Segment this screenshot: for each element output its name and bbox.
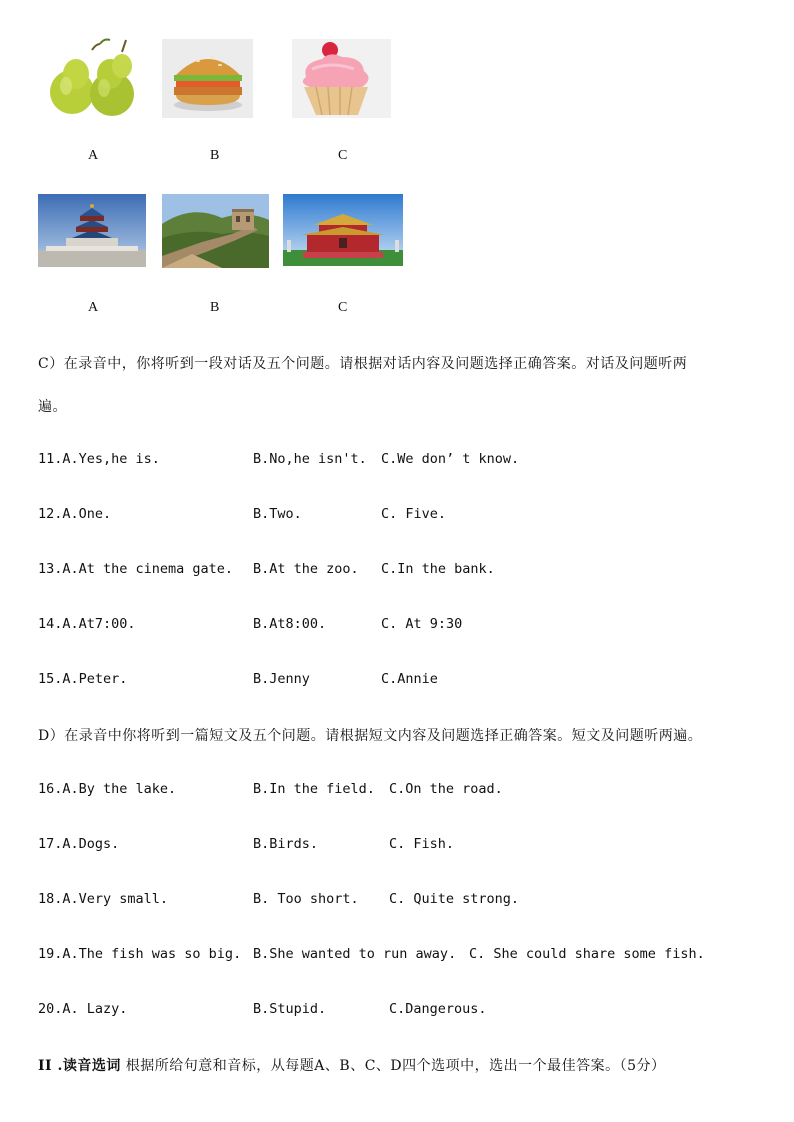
question-option-a: 14.A.At7:00. xyxy=(38,616,136,632)
question-option-a: 11.A.Yes,he is. xyxy=(38,451,160,467)
question-option-a: 16.A.By the lake. xyxy=(38,781,177,797)
question-option-b: B.Birds. xyxy=(253,836,319,852)
question-option-b: B.Stupid. xyxy=(253,1001,327,1017)
question-option-c: C. Quite strong. xyxy=(389,891,520,907)
section-c-instruction-line1: C）在录音中，你将听到一段对话及五个问题。请根据对话内容及问题选择正确答案。对话及问题听两 xyxy=(38,356,688,372)
image-label-c: C xyxy=(338,300,348,315)
question-option-c: C. At 9:30 xyxy=(381,616,463,632)
image-label-b: B xyxy=(210,300,220,315)
image-label-b: B xyxy=(210,148,220,163)
question-option-a: 15.A.Peter. xyxy=(38,671,128,687)
question-option-c: C. Fish. xyxy=(389,836,455,852)
question-option-a: 17.A.Dogs. xyxy=(38,836,120,852)
section-c-instruction-line2: 遍。 xyxy=(38,399,67,415)
question-option-b: B.At8:00. xyxy=(253,616,327,632)
question-option-c: C.In the bank. xyxy=(381,561,495,577)
pears-image xyxy=(44,36,136,118)
temple-of-heaven-image xyxy=(38,194,146,267)
question-option-c: C.We don’ t know. xyxy=(381,451,520,467)
tiananmen-image xyxy=(283,194,403,266)
question-option-a: 20.A. Lazy. xyxy=(38,1001,128,1017)
section-ii-instruction xyxy=(38,1055,666,1075)
section-ii-heading: II .读音选词 xyxy=(38,1058,121,1074)
question-option-b: B.Jenny xyxy=(253,671,310,687)
burger-image xyxy=(162,39,253,118)
great-wall-image xyxy=(162,194,269,268)
question-option-b: B. Too short. xyxy=(253,891,359,907)
image-label-c: C xyxy=(338,148,348,163)
question-option-c: C.Annie xyxy=(381,671,438,687)
section-ii-text: 根据所给句意和音标，从每题A、B、C、D四个选项中，选出一个最佳答案。（5分） xyxy=(120,1058,666,1074)
question-option-c: C. Five. xyxy=(381,506,447,522)
question-option-c: C. She could share some fish. xyxy=(469,946,705,962)
question-option-b: B.She wanted to run away. xyxy=(253,946,457,962)
question-option-a: 13.A.At the cinema gate. xyxy=(38,561,234,577)
question-option-c: C.On the road. xyxy=(389,781,503,797)
question-option-b: B.At the zoo. xyxy=(253,561,359,577)
image-label-a: A xyxy=(88,300,99,315)
question-option-a: 18.A.Very small. xyxy=(38,891,169,907)
question-option-b: B.In the field. xyxy=(253,781,375,797)
section-d-instruction: D）在录音中你将听到一篇短文及五个问题。请根据短文内容及问题选择正确答案。短文及问题听两遍。 xyxy=(38,728,703,744)
image-label-a: A xyxy=(88,148,99,163)
question-option-a: 12.A.One. xyxy=(38,506,112,522)
question-option-a: 19.A.The fish was so big. xyxy=(38,946,242,962)
cupcake-image xyxy=(292,39,391,118)
question-option-c: C.Dangerous. xyxy=(389,1001,487,1017)
question-option-b: B.No,he isn't. xyxy=(253,451,367,467)
question-option-b: B.Two. xyxy=(253,506,302,522)
